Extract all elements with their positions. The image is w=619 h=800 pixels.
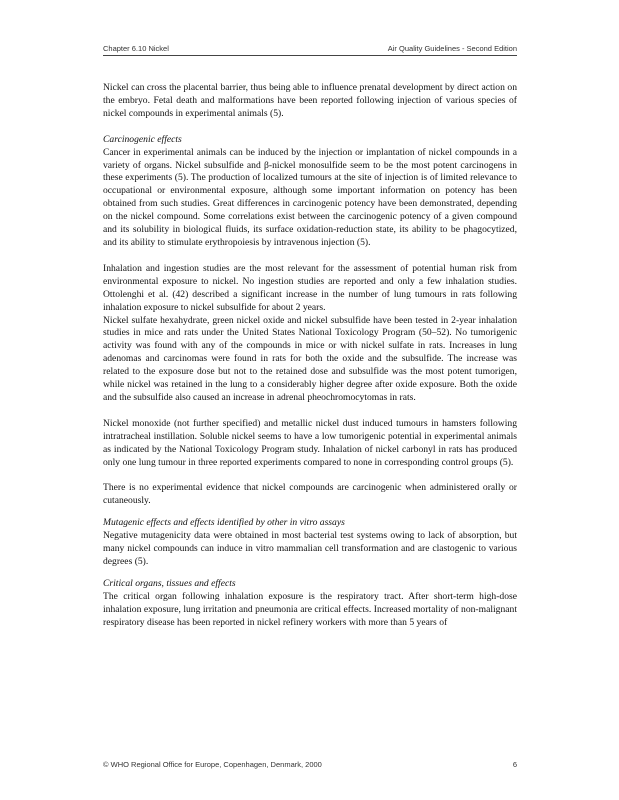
header-chapter: Chapter 6.10 Nickel [103, 44, 169, 53]
paragraph-carcinogenic: Cancer in experimental animals can be induced by the injection or implantation of nickel compounds in a variety of organs. Nickel subsulfide and β-nickel monosulfide seem to be the most potent carcinogens in these experiments (5). The production of localized tumours at the site of injection is of limited relevance to occupational or environmental exposure, although some important information on potency has been obtained from such studies. Great differences in carcinogenic potency have been demonstrated, depending on the nickel compound. Some correlations exist between the carcinogenic potency of a given compound and its solubility in biological fluids, its surface oxidation-reduction state, its ability to be phagocytized, and its ability to stimulate erythropoiesis by intravenous injection (5). [103, 146, 517, 248]
heading-carcinogenic: Carcinogenic effects [103, 133, 182, 145]
paragraph-critical: The critical organ following inhalation exposure is the respiratory tract. After short-term high-dose inhalation exposure, lung irritation and pneumonia are critical effects. Increased mortality of non-malignant respiratory disease has been reported in nickel refinery workers with more than 5 years of [103, 590, 517, 628]
paragraph-inhalation: Inhalation and ingestion studies are the most relevant for the assessment of potential human risk from environmental exposure to nickel. No ingestion studies are reported and only a few inhalation studies. Ottolenghi et al. (42) described a significant increase in the number of lung tumours in rats following inhalation exposure to nickel subsulfide for about 2 years. [103, 262, 517, 313]
footer-copyright: © WHO Regional Office for Europe, Copenhagen, Denmark, 2000 [103, 760, 322, 769]
paragraph-mutagenic: Negative mutagenicity data were obtained in most bacterial test systems owing to lack of absorption, but many nickel compounds can induce in vitro mammalian cell transformation and are clastogenic to various degrees (5). [103, 530, 517, 567]
paragraph-placental: Nickel can cross the placental barrier, thus being able to influence prenatal development by direct action on the embryo. Fetal death and malformations have been reported following injection of various species of nickel compounds in experimental animals (5). [103, 82, 517, 119]
paragraph-oral: There is no experimental evidence that nickel compounds are carcinogenic when administered orally or cutaneously. [103, 482, 517, 507]
heading-mutagenic: Mutagenic effects and effects identified by other in vitro assays [103, 517, 345, 529]
header-edition: Air Quality Guidelines - Second Edition [387, 44, 517, 53]
heading-critical: Critical organs, tissues and effects [103, 577, 236, 589]
document-body [103, 82, 517, 630]
header-rule [103, 55, 517, 56]
page-number: 6 [512, 760, 517, 769]
paragraph-monoxide: Nickel monoxide (not further specified) and metallic nickel dust induced tumours in hamsters following intratracheal instillation. Soluble nickel seems to have a low tumorigenic potential in experimental animals as indicated by the National Toxicology Program study. Inhalation of nickel carbonyl in rats has produced only one lung tumour in three reported experiments compared to none in corresponding control groups (5). [103, 417, 517, 468]
paragraph-ntp: Nickel sulfate hexahydrate, green nickel oxide and nickel subsulfide have been tested in 2-year inhalation studies in mice and rats under the United States National Toxicology Program (50–52). No tumorigenic activity was found with any of the compounds in mice or with nickel sulfate in rats. Increases in lung adenomas and carcinomas were found in rats for both the oxide and the subsulfide. The increase was related to the exposure dose but not to the retained dose and subsulfide was the most potent tumorigen, while nickel was retained in the lung to a considerably higher degree after oxide exposure. Both the oxide and the subsulfide also caused an increase in adrenal pheochromocytomas in rats. [103, 314, 517, 403]
